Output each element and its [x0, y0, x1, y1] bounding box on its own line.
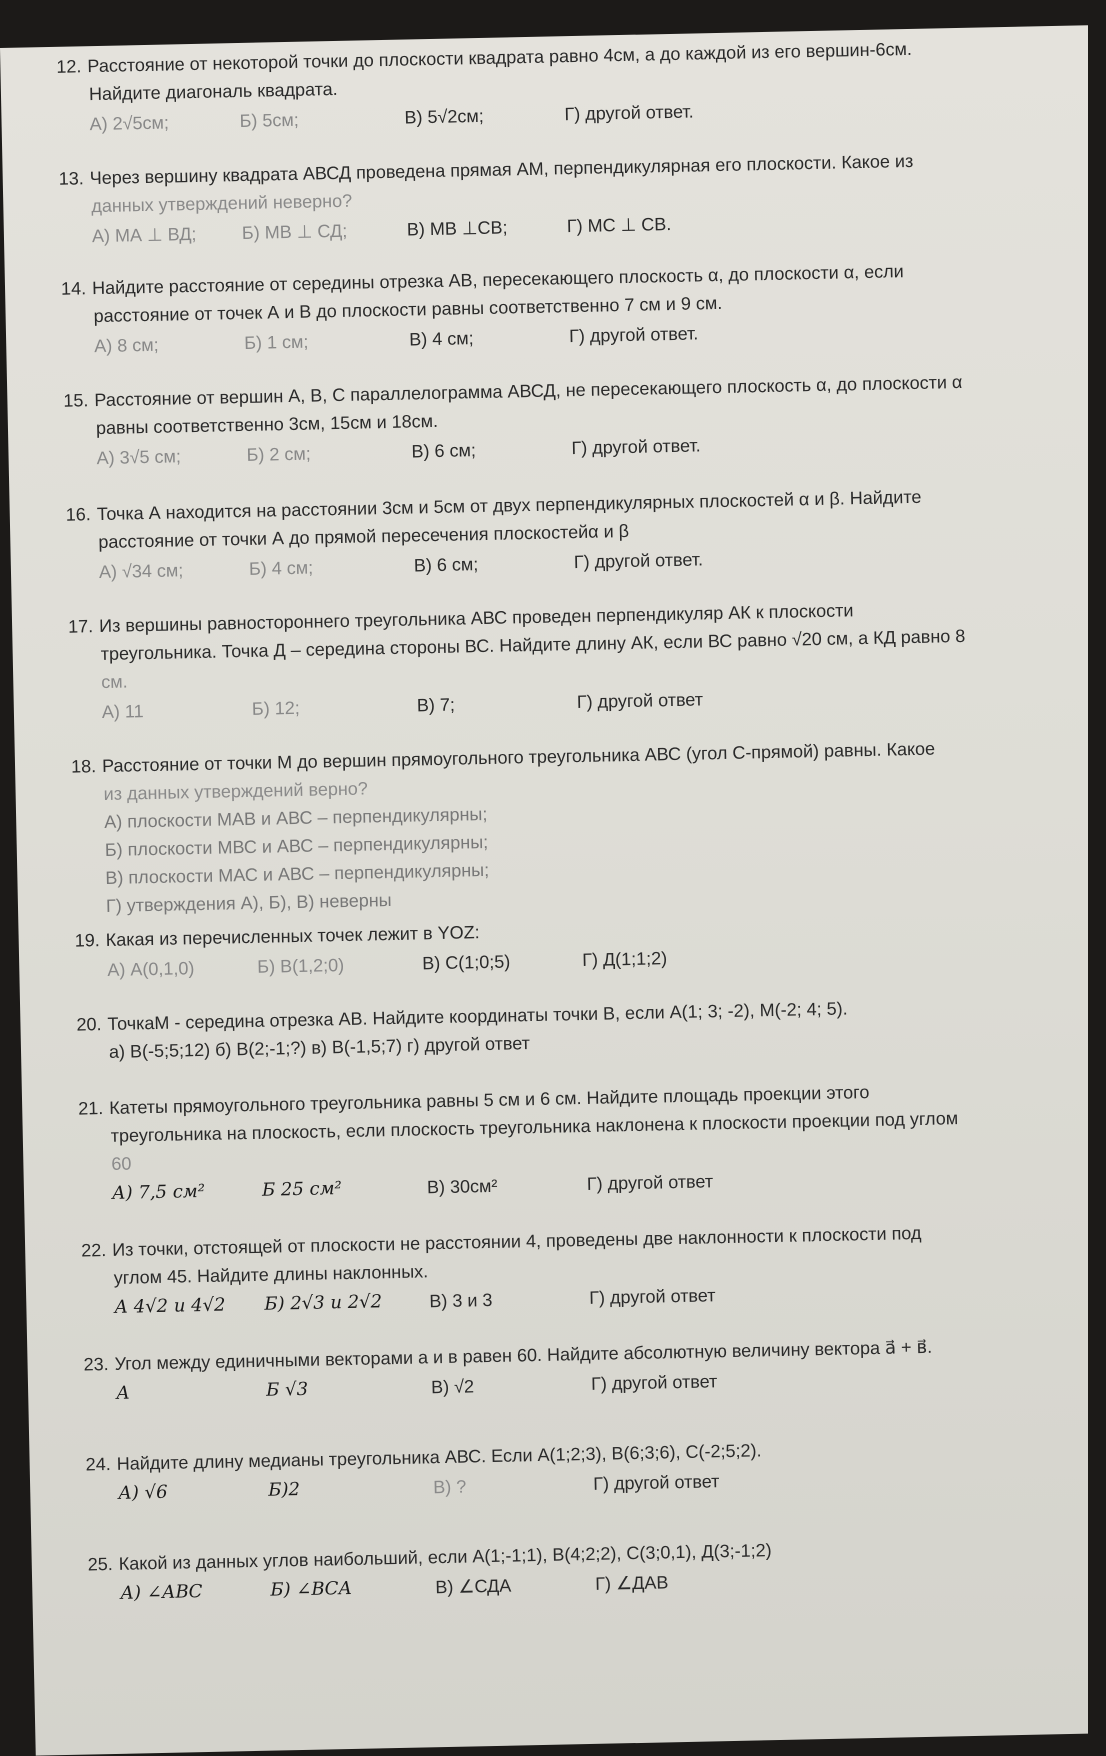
answer-d: Г) другой ответ	[592, 1471, 720, 1494]
answer-c: В) √2	[430, 1376, 475, 1398]
answer-b: Б √3	[265, 1378, 309, 1401]
answer-b: Б) 2 см;	[246, 443, 311, 465]
answer-c: В) 30см²	[426, 1175, 498, 1198]
answer-a: А) 11	[101, 701, 144, 723]
answer-d: Г) другой ответ.	[571, 435, 701, 459]
answer-a: А) 3√5 см;	[96, 446, 182, 469]
answer-d: Г) другой ответ.	[573, 549, 704, 573]
answer-d: Г) другой ответ	[589, 1285, 716, 1308]
question-12	[56, 31, 1088, 139]
question-text-cont: расстояние от точек А и В до плоскости равны соответственно 7 см и 9 см.	[93, 292, 723, 327]
answer-a: А) ∠АВС	[120, 1581, 203, 1604]
answer-c: В) С(1;0;5)	[422, 951, 511, 974]
question-text: 21. Катеты прямоугольного треугольника равны 5 см и 6 см. Найдите площадь проекции этого	[78, 1082, 870, 1119]
answer-d: Г) другой ответ.	[564, 101, 694, 125]
question-20	[76, 989, 1106, 1067]
answer-d: Г) другой ответ	[586, 1171, 714, 1194]
test-sheet	[0, 25, 1106, 1756]
question-text-cont: углом 45. Найдите длины наклонных.	[113, 1261, 429, 1288]
answer-a: А) 7,5 см²	[111, 1180, 206, 1204]
question-text-cont2: см.	[101, 671, 128, 693]
answer-d: Г) другой ответ	[576, 689, 704, 713]
question-13	[58, 143, 1090, 251]
question-21	[78, 1073, 1106, 1209]
question-text: 14. Найдите расстояние от середины отрезка АВ, пересекающего плоскость α, до плоскости α, если	[60, 261, 904, 299]
answer-a: А) МА ⊥ ВД;	[91, 223, 197, 247]
question-text: 12. Расстояние от некоторой точки до плоскости квадрата равно 4см, а до каждой из его вершин-6см.	[56, 38, 913, 77]
question-text-cont: треугольника на плоскость, если плоскость треугольника наклонена к плоскости проекции под углом	[110, 1108, 959, 1146]
question-24	[85, 1429, 1106, 1509]
answer-a: А	[115, 1382, 131, 1404]
answer-b: Б)2	[268, 1479, 301, 1501]
answer-b: Б) МВ ⊥ СД;	[241, 220, 348, 243]
answer-d: Г) другой ответ	[590, 1371, 718, 1394]
answer-b: Б) 2√3 и 2√2	[264, 1291, 383, 1315]
answer-c: В) 5√2см;	[404, 105, 485, 128]
question-15	[63, 365, 1095, 473]
question-text: 25. Какой из данных углов наибольший, если А(1;-1;1), В(4;2;2), С(3;0,1), Д(3;-1;2)	[87, 1540, 772, 1575]
question-text: 13. Через вершину квадрата АВСД проведена прямая АМ, перпендикулярная его плоскости. Какое из	[58, 150, 914, 189]
answer-a: А 4√2 и 4√2	[114, 1294, 226, 1318]
answer-b: Б) В(1,2;0)	[257, 954, 345, 977]
statement-c: В) плоскости МАС и АВС – перпендикулярны;	[105, 859, 490, 888]
question-text: 18. Расстояние от точки М до вершин прямоугольного треугольника АВС (угол С-прямой) равны. Какое	[70, 738, 936, 777]
question-text: 20. ТочкаМ - середина отрезка АВ. Найдите координаты точки В, если А(1; 3; -2), М(-2; 4; 5).	[76, 998, 848, 1035]
question-text-cont: треугольника. Точка Д – середина стороны ВС. Найдите длину АК, если ВС равно √20 см, а КД равно 8	[100, 625, 966, 665]
answer-a: А) √34 см;	[98, 560, 184, 583]
question-14	[61, 253, 1093, 361]
question-17	[68, 591, 1100, 727]
answer-c: В) 3 и 3	[429, 1289, 493, 1312]
question-text: 23. Угол между единичными векторами а и в равен 60. Найдите абсолютную величину вектора a⃗ + в⃗.	[83, 1336, 933, 1375]
question-text-cont: данных утверждений неверно?	[91, 190, 353, 217]
answer-b: Б) 12;	[251, 697, 300, 719]
question-25	[87, 1529, 1106, 1609]
answer-b: Б) ∠ВСА	[270, 1577, 353, 1601]
question-text: 24. Найдите длину медианы треугольника АВС. Если А(1;2;3), В(6;3;6), С(-2;5;2).	[85, 1440, 762, 1475]
answer-c: В) ∠СДА	[435, 1575, 512, 1598]
answer-d: Г) другой ответ.	[568, 323, 699, 347]
answer-c: В) 4 см;	[408, 328, 474, 350]
answer-line: а) В(-5;5;12) б) В(2;-1;?) в) В(-1,5;7) г) другой ответ	[108, 1033, 531, 1062]
question-text: 15. Расстояние от вершин А, В, С параллелограмма АВСД, не пересекающего плоскость α, до плоскости α	[63, 371, 963, 411]
answer-b: Б) 4 см;	[248, 557, 314, 579]
answer-c: В) МВ ⊥СВ;	[406, 217, 508, 240]
answer-a: А) 2√5см;	[89, 112, 170, 135]
question-22	[81, 1215, 1106, 1323]
answer-a: А) √6	[118, 1481, 168, 1504]
question-text-cont: из данных утверждений верно?	[103, 778, 369, 804]
question-text-cont: Найдите диагональ квадрата.	[88, 78, 338, 105]
answer-d: Г) ∠ДАВ	[595, 1572, 669, 1594]
answer-c: В) 6 см;	[411, 440, 477, 462]
question-text: 16. Точка А находится на расстоянии 3см и 5см от двух перпендикулярных плоскостей α и β. Найдите	[65, 486, 922, 525]
answer-c: В) 6 см;	[413, 554, 479, 576]
question-text-cont: расстояние от точки А до прямой пересечения плоскостейα и β	[98, 520, 630, 553]
photo-background-edge	[1088, 0, 1106, 1756]
question-18	[71, 731, 1104, 921]
answer-a: А) 8 см;	[94, 334, 159, 357]
statement-b: Б) плоскости МВС и АВС – перпендикулярны;	[104, 831, 489, 860]
answer-b: Б) 1 см;	[244, 331, 309, 353]
question-text: 22. Из точки, отстоящей от плоскости не расстоянии 4, проведены две наклонности к плоскости под	[80, 1222, 922, 1261]
statement-a: А) плоскости МАВ и АВС – перпендикулярны;	[104, 803, 488, 832]
statement-d: Г) утверждения А), Б), В) неверны	[105, 889, 392, 916]
answer-d: Г) Д(1;1;2)	[582, 948, 668, 971]
question-23	[83, 1329, 1106, 1409]
question-text-cont: равны соответственно 3см, 15см и 18см.	[95, 410, 439, 439]
question-text: 17. Из вершины равностороннего треугольника АВС проведен перпендикуляр АК к плоскости	[67, 600, 854, 637]
question-text: 19. Какая из перечисленных точек лежит в YOZ:	[74, 922, 480, 951]
answer-b: Б) 5см;	[239, 109, 299, 131]
answer-d: Г) МС ⊥ СВ.	[566, 213, 672, 237]
answer-a: А) А(0,1,0)	[107, 958, 195, 980]
answer-b: Б 25 см²	[261, 1178, 342, 1201]
answer-c: В) ?	[433, 1476, 467, 1498]
answer-c: В) 7;	[416, 694, 456, 716]
question-16	[65, 479, 1097, 587]
question-text-cont2: 60	[111, 1153, 132, 1174]
